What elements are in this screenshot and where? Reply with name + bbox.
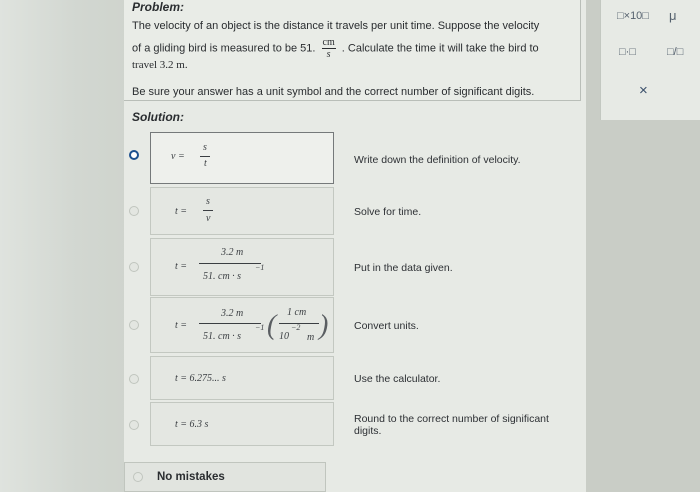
step-3-bar [199,263,261,264]
step-1-lhs: v = [171,151,185,162]
solution-title: Solution: [132,110,184,124]
step-4-conv-num: 1 cm [287,307,307,318]
worksheet [124,0,586,492]
conversion-close-paren: ) [319,310,329,341]
no-mistakes-label: No mistakes [157,471,225,483]
step-4-conv-exp: −2 [291,323,301,332]
step-4-den-exp: −1 [255,323,265,332]
step-3-radio[interactable] [129,262,139,272]
step-5-expr: t = 6.275... s [175,373,226,384]
step-4-conv-den: 10 [279,331,289,342]
step-6-box[interactable] [150,402,334,446]
no-mistakes-radio[interactable] [133,472,143,482]
step-1-radio[interactable] [129,150,139,160]
step-3-den: 51. cm · s [203,271,242,282]
problem-line-2-end: . Calculate the time it will take the bird to [341,42,539,55]
step-3-lhs: t = [175,261,188,272]
step-1-num: s [203,142,207,153]
velocity-unit [322,37,336,60]
conversion-open-paren: ( [267,310,277,341]
step-4-box[interactable] [150,297,334,353]
mu-tool-button[interactable]: μ [669,8,677,23]
step-2-description: Solve for time. [354,206,422,218]
step-5-box[interactable] [150,356,334,400]
left-panel [0,0,128,492]
problem-line-2-start: of a gliding bird is measured to be 51. [132,42,316,55]
step-4-conv-unit: m [307,332,315,343]
step-3-den-exp: −1 [255,263,265,272]
no-mistakes-option[interactable] [124,462,326,492]
fraction-tool-button[interactable]: □/□ [667,46,684,58]
step-6-expr: t = 6.3 s [175,419,209,430]
step-4-bar [199,323,261,324]
problem-line-3: travel 3.2 m. [132,59,188,71]
math-tool-palette [600,0,700,120]
dot-product-tool-button[interactable]: □·□ [619,46,636,58]
step-5-radio[interactable] [129,374,139,384]
problem-line-1: The velocity of an object is the distance it travels per unit time. Suppose the velocity [132,20,540,32]
step-2-lhs: t = [175,206,188,217]
problem-line-2 [132,37,539,60]
problem-title: Problem: [132,0,185,14]
step-1-box[interactable] [150,132,334,184]
step-6-description: Round to the correct number of significant digits. [354,413,549,437]
step-4-den: 51. cm · s [203,331,242,342]
step-1-description: Write down the definition of velocity. [354,154,521,166]
problem-statement [124,0,581,101]
problem-instruction: Be sure your answer has a unit symbol and the correct number of significant digits. [132,86,535,98]
step-3-num: 3.2 m [221,247,244,258]
step-4-description: Convert units. [354,320,419,332]
step-5-description: Use the calculator. [354,373,441,385]
step-2-den: v [206,213,211,224]
step-2-num: s [206,196,210,207]
step-3-box[interactable] [150,238,334,296]
velocity-unit-num: cm [322,37,335,48]
step-3-description: Put in the data given. [354,262,453,274]
step-2-box[interactable] [150,187,334,235]
step-4-num: 3.2 m [221,308,244,319]
step-2-radio[interactable] [129,206,139,216]
step-4-radio[interactable] [129,320,139,330]
velocity-unit-den: s [326,49,331,60]
step-1-den: t [204,158,207,169]
step-4-lhs: t = [175,320,188,331]
step-1-bar [200,156,210,157]
close-icon[interactable]: × [639,82,648,99]
step-2-bar [203,210,213,211]
exponent-tool-button[interactable]: □×10□ [617,10,649,22]
step-6-radio[interactable] [129,420,139,430]
